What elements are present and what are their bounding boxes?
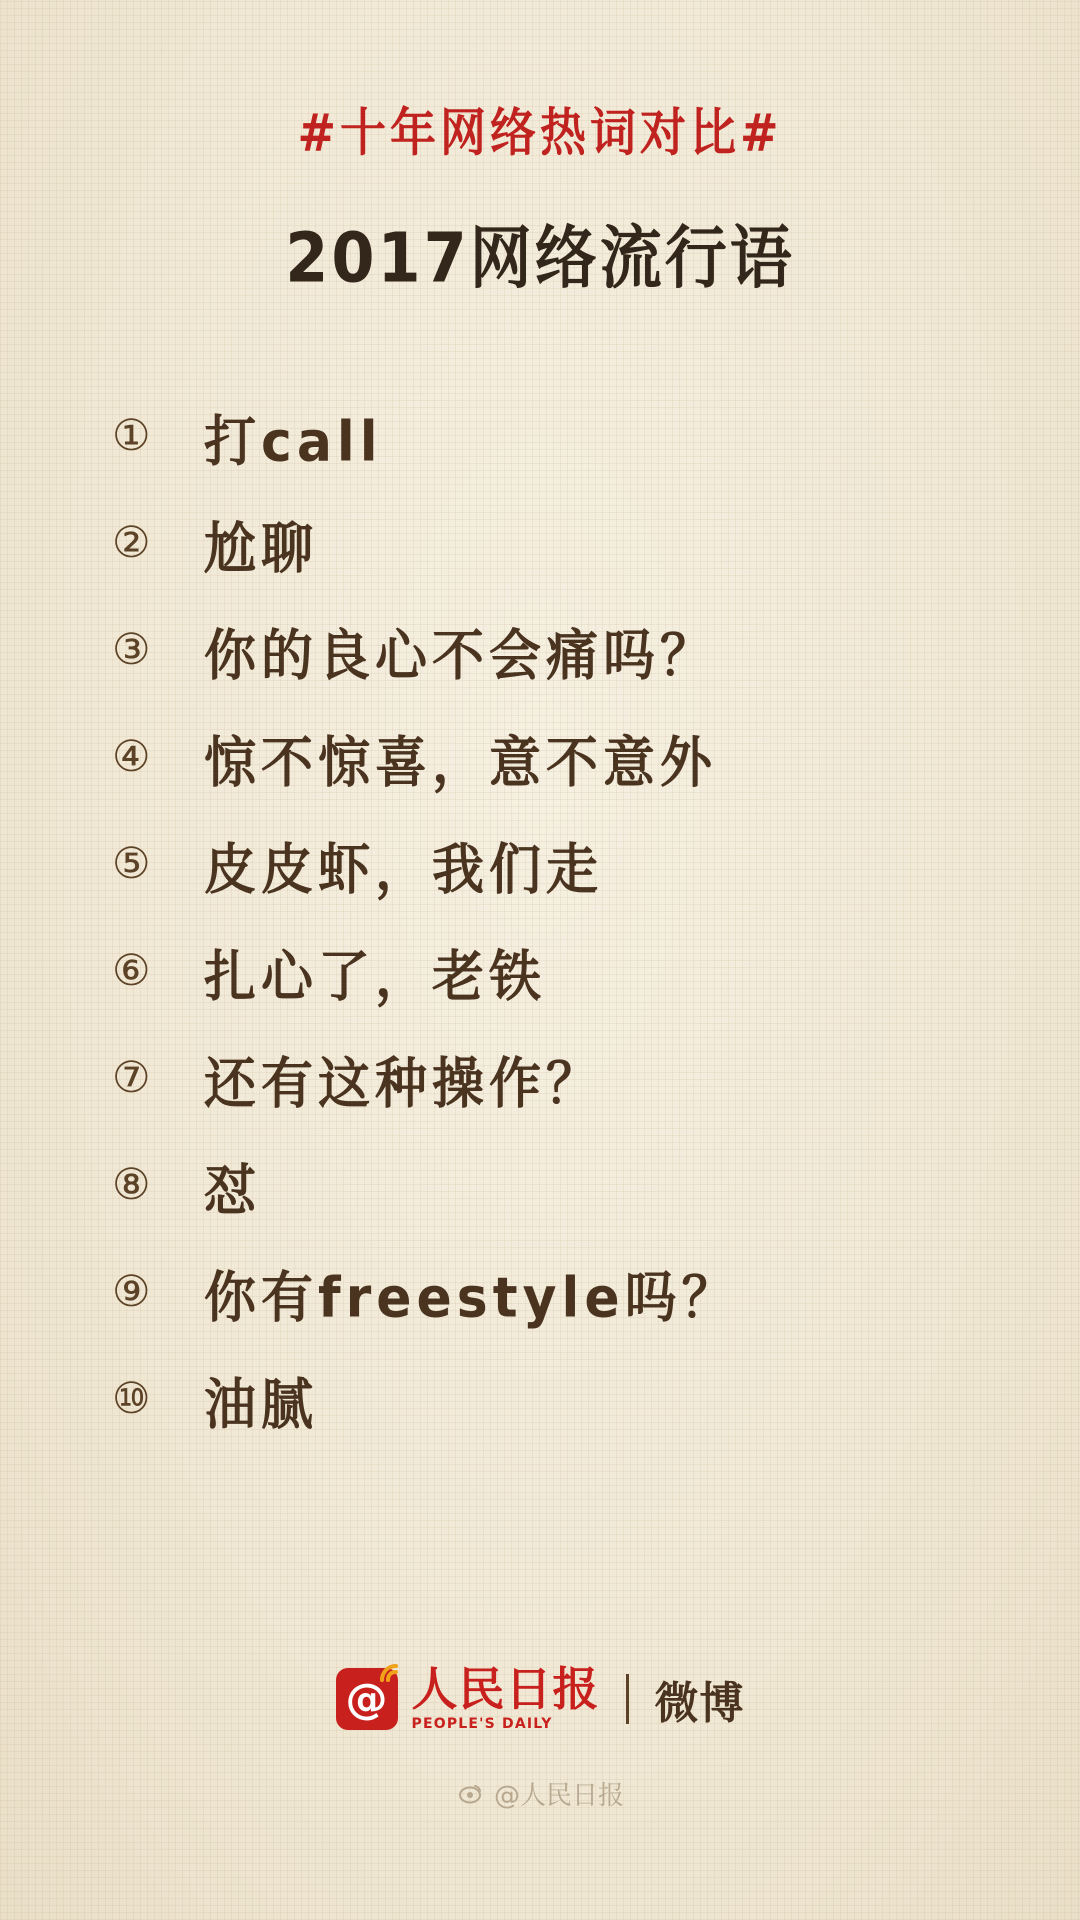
list-item	[112, 704, 1080, 811]
at-mark-icon	[336, 1668, 398, 1730]
list-item	[112, 1025, 1080, 1132]
list-item-label: 你的良心不会痛吗？	[204, 624, 718, 689]
watermark	[456, 1775, 624, 1812]
list-item-number: ⑤	[112, 839, 151, 889]
list-item	[112, 918, 1080, 1025]
signal-waves-icon	[378, 1658, 404, 1684]
platform-name: 微博	[654, 1677, 745, 1729]
at-mark-glyph: @	[345, 1674, 388, 1723]
list-item-label: 扎心了，老铁	[204, 945, 547, 1010]
list-item-label: 惊不惊喜，意不意外	[204, 731, 718, 796]
list-item-number: ⑩	[112, 1374, 151, 1424]
list-item-label: 还有这种操作？	[204, 1052, 604, 1117]
weibo-icon	[456, 1780, 484, 1808]
logo-divider	[626, 1674, 629, 1724]
list-item-number: ⑥	[112, 946, 151, 996]
list-item	[112, 597, 1080, 704]
list-item-number: ⑧	[112, 1160, 151, 1210]
list-item	[112, 1239, 1080, 1346]
list-item-number: ③	[112, 625, 151, 675]
page-title: 2017网络流行语	[285, 217, 795, 299]
list-item-label: 怼	[204, 1159, 262, 1224]
publisher-name-cn: 人民日报	[411, 1662, 600, 1716]
list-item	[112, 1132, 1080, 1239]
list-item-label: 尬聊	[204, 517, 319, 582]
list-item-label: 皮皮虾，我们走	[204, 838, 604, 903]
list-item	[112, 1346, 1080, 1453]
list-item-number: ①	[112, 411, 151, 461]
list-item-label: 你有freestyle吗？	[204, 1266, 739, 1331]
publisher-logo	[336, 1662, 745, 1732]
hashtag-kicker: #十年网络热词对比#	[297, 102, 783, 163]
list-item-number: ⑨	[112, 1267, 151, 1317]
footer	[0, 1662, 1080, 1812]
list-item-number: ⑦	[112, 1053, 151, 1103]
list-item-number: ②	[112, 518, 151, 568]
buzzword-list	[0, 383, 1080, 1453]
watermark-label: @人民日报	[493, 1781, 624, 1811]
publisher-name-block	[411, 1662, 600, 1732]
list-item-number: ④	[112, 732, 151, 782]
list-item	[112, 383, 1080, 490]
list-item	[112, 490, 1080, 597]
list-item-label: 打call	[204, 410, 383, 475]
list-item-label: 油腻	[204, 1373, 319, 1438]
publisher-name-en: PEOPLE'S DAILY	[411, 1716, 553, 1732]
list-item	[112, 811, 1080, 918]
